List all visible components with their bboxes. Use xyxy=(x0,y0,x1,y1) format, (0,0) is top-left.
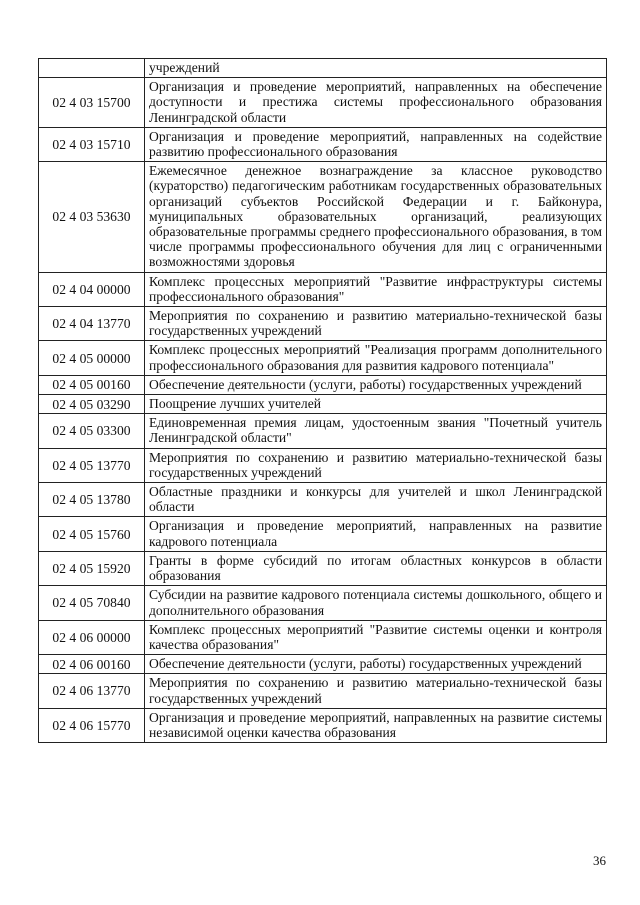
table-row xyxy=(39,272,607,306)
table-row xyxy=(39,551,607,585)
row-code-cell: 02 4 06 13770 xyxy=(39,674,145,708)
table-row xyxy=(39,414,607,448)
table-row xyxy=(39,655,607,674)
row-description-cell: Ежемесячное денежное вознаграждение за классное руководство (кураторство) педагогическим работникам государственных образовательных организаций субъектов Российской Федерации и г. Байконура, муниципальных образовательных организаций, реализующих образовательные программы среднего профессионального образования, в том числе программы профессионального обучения для лиц с ограниченными возможностями здоровья xyxy=(145,162,607,272)
table-body xyxy=(39,59,607,743)
row-code-cell: 02 4 05 00160 xyxy=(39,375,145,394)
table-row xyxy=(39,395,607,414)
table-row xyxy=(39,127,607,161)
table-row xyxy=(39,162,607,272)
table-row xyxy=(39,448,607,482)
row-description-cell: Организация и проведение мероприятий, направленных на развитие системы независимой оценки качества образования xyxy=(145,708,607,742)
table-row xyxy=(39,375,607,394)
row-description-cell: Комплекс процессных мероприятий "Реализация программ дополнительного профессионального образования для развития кадрового потенциала" xyxy=(145,341,607,375)
row-description-cell: Обеспечение деятельности (услуги, работы) государственных учреждений xyxy=(145,375,607,394)
row-description-cell: Организация и проведение мероприятий, направленных на обеспечение доступности и престижа системы профессионального образования Ленинградской области xyxy=(145,78,607,128)
row-code-cell: 02 4 05 70840 xyxy=(39,586,145,620)
row-code-cell: 02 4 06 15770 xyxy=(39,708,145,742)
table-row xyxy=(39,708,607,742)
row-code-cell: 02 4 05 00000 xyxy=(39,341,145,375)
row-description-cell: Единовременная премия лицам, удостоенным звания "Почетный учитель Ленинградской области" xyxy=(145,414,607,448)
table-row xyxy=(39,620,607,654)
row-code-cell: 02 4 05 15920 xyxy=(39,551,145,585)
page-number: 36 xyxy=(593,853,606,868)
table-row xyxy=(39,674,607,708)
budget-classification-table xyxy=(38,58,607,743)
row-description-cell: Поощрение лучших учителей xyxy=(145,395,607,414)
row-code-cell: 02 4 03 15710 xyxy=(39,127,145,161)
row-code-cell: 02 4 05 15760 xyxy=(39,517,145,551)
row-code-cell: 02 4 06 00000 xyxy=(39,620,145,654)
row-description-cell: Организация и проведение мероприятий, направленных на содействие развитию профессионального образования xyxy=(145,127,607,161)
row-description-cell: Областные праздники и конкурсы для учителей и школ Ленинградской области xyxy=(145,483,607,517)
row-description-cell: Гранты в форме субсидий по итогам областных конкурсов в области образования xyxy=(145,551,607,585)
row-description-cell: Мероприятия по сохранению и развитию материально-технической базы государственных учреждений xyxy=(145,674,607,708)
row-code-cell xyxy=(39,59,145,78)
row-description-cell: учреждений xyxy=(145,59,607,78)
row-description-cell: Комплекс процессных мероприятий "Развитие системы оценки и контроля качества образования" xyxy=(145,620,607,654)
row-description-cell: Мероприятия по сохранению и развитию материально-технической базы государственных учреждений xyxy=(145,307,607,341)
row-code-cell: 02 4 05 03290 xyxy=(39,395,145,414)
row-code-cell: 02 4 04 00000 xyxy=(39,272,145,306)
row-code-cell: 02 4 06 00160 xyxy=(39,655,145,674)
row-description-cell: Субсидии на развитие кадрового потенциала системы дошкольного, общего и дополнительного образования xyxy=(145,586,607,620)
row-description-cell: Организация и проведение мероприятий, направленных на развитие кадрового потенциала xyxy=(145,517,607,551)
table-row xyxy=(39,78,607,128)
row-description-cell: Обеспечение деятельности (услуги, работы) государственных учреждений xyxy=(145,655,607,674)
row-description-cell: Мероприятия по сохранению и развитию материально-технической базы государственных учреждений xyxy=(145,448,607,482)
row-description-cell: Комплекс процессных мероприятий "Развитие инфраструктуры системы профессионального образования" xyxy=(145,272,607,306)
table-row xyxy=(39,59,607,78)
row-code-cell: 02 4 04 13770 xyxy=(39,307,145,341)
row-code-cell: 02 4 03 15700 xyxy=(39,78,145,128)
table-row xyxy=(39,307,607,341)
table-row xyxy=(39,586,607,620)
row-code-cell: 02 4 05 03300 xyxy=(39,414,145,448)
table-row xyxy=(39,483,607,517)
table-row xyxy=(39,341,607,375)
row-code-cell: 02 4 05 13770 xyxy=(39,448,145,482)
row-code-cell: 02 4 05 13780 xyxy=(39,483,145,517)
row-code-cell: 02 4 03 53630 xyxy=(39,162,145,272)
table-row xyxy=(39,517,607,551)
